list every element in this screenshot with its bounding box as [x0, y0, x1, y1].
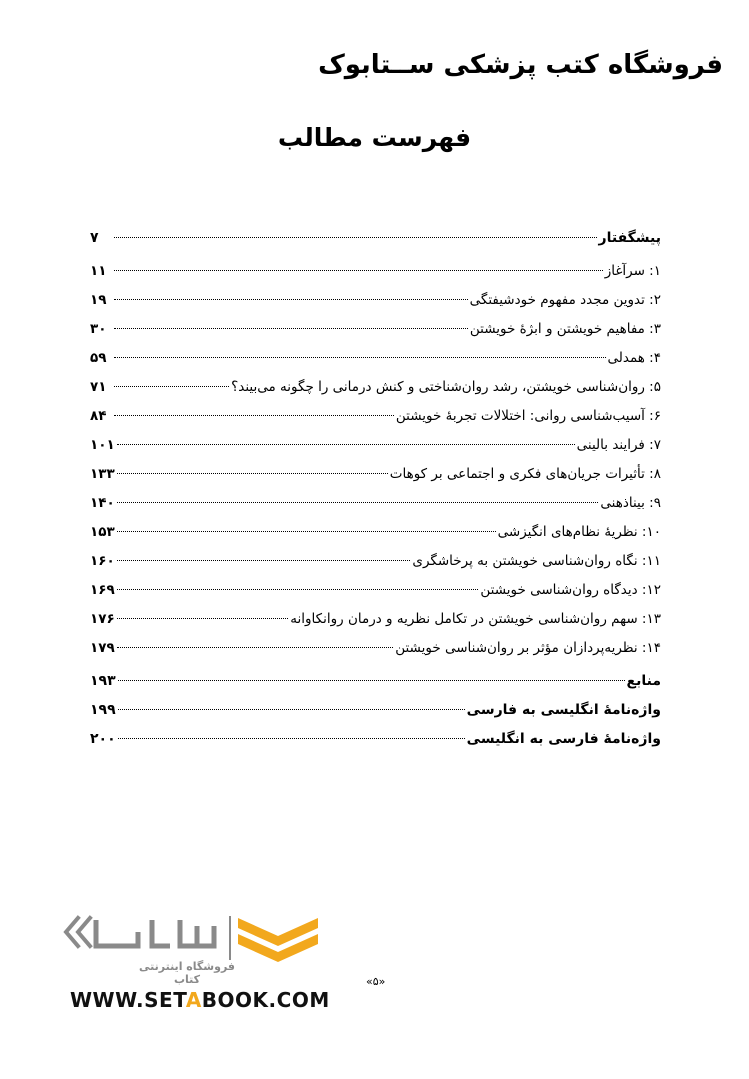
- page-number: «۵»: [366, 975, 386, 988]
- toc-title: فهرست مطالب: [277, 123, 472, 152]
- toc-entry-page: ۱۱: [90, 263, 107, 279]
- toc-entry-page: ۱۷۹: [90, 640, 115, 656]
- toc-leader-dots: [114, 415, 394, 416]
- toc-entry-page: ۱۹: [90, 292, 107, 308]
- toc-leader-dots: [117, 589, 479, 590]
- brand-letters-icon: [96, 920, 214, 946]
- toc-leader-dots: [117, 560, 411, 561]
- toc-leader-dots: [117, 618, 289, 619]
- toc-entry-label: واژه‌نامهٔ انگلیسی به فارسی: [466, 702, 661, 718]
- toc-entry: [90, 489, 661, 518]
- toc-entry: [90, 696, 661, 725]
- toc-entry-label: ۱۴: نظریه‌پردازان مؤثر بر روان‌شناسی خویشتن: [395, 640, 661, 656]
- toc-entry-page: ۱۰۱: [90, 437, 115, 453]
- toc-entry: [90, 725, 661, 754]
- toc-leader-dots: [114, 386, 229, 387]
- toc-entry-label: ۹: بیناذهنی: [600, 495, 661, 511]
- toc-entry: [90, 257, 661, 286]
- toc-leader-dots: [114, 299, 468, 300]
- website-suffix: BOOK.COM: [201, 988, 330, 1012]
- toc-entry-label: ۵: روان‌شناسی خویشتن، رشد روان‌شناختی و کنش درمانی را چگونه می‌بیند؟: [231, 379, 661, 395]
- toc-entry-page: ۱۷۶: [90, 611, 115, 627]
- toc-entry-label: منابع: [626, 673, 661, 689]
- toc-leader-dots: [117, 531, 496, 532]
- toc-entry: [90, 224, 661, 253]
- toc-leader-dots: [118, 738, 465, 739]
- toc-leader-dots: [118, 680, 625, 681]
- toc-entry: [90, 634, 661, 663]
- toc-entry: [90, 431, 661, 460]
- toc-entry-page: ۱۹۳: [90, 673, 116, 689]
- toc-entry-label: ۱۱: نگاه روان‌شناسی خویشتن به پرخاشگری: [412, 553, 661, 569]
- toc-entry: [90, 315, 661, 344]
- toc-leader-dots: [117, 502, 599, 503]
- toc-entry-page: ۱۳۳: [90, 466, 115, 482]
- book-stack-icon: [238, 918, 318, 962]
- toc-entry: [90, 344, 661, 373]
- toc-entry: [90, 460, 661, 489]
- toc-entry: [90, 576, 661, 605]
- website-prefix: WWW.SET: [70, 988, 186, 1012]
- toc-entry-page: ۱۴۰: [90, 495, 115, 511]
- toc-entry-page: ۱۶۹: [90, 582, 115, 598]
- toc-entry-page: ۱۵۳: [90, 524, 115, 540]
- toc-leader-dots: [114, 270, 603, 271]
- store-header-title: فروشگاه کتب پزشکی ســتابوک: [318, 50, 723, 80]
- setabook-logo: [62, 912, 322, 986]
- toc-leader-dots: [117, 647, 393, 648]
- toc-entry: [90, 286, 661, 315]
- chevron-left-icon: [66, 918, 90, 946]
- toc-entry-page: ۵۹: [90, 350, 107, 366]
- toc-leader-dots: [114, 328, 468, 329]
- toc-entry-label: ۲: تدوین مجدد مفهوم خودشیفتگی: [469, 292, 661, 308]
- toc-entry-page: ۷۱: [90, 379, 107, 395]
- toc-entry-label: ۱۲: دیدگاه روان‌شناسی خویشتن: [480, 582, 661, 598]
- toc-leader-dots: [117, 473, 388, 474]
- toc-entry-label: ۶: آسیب‌شناسی روانی: اختلالات تجربهٔ خویشتن: [395, 408, 661, 424]
- toc-leader-dots: [114, 357, 606, 358]
- toc-entry-page: ۷: [90, 230, 99, 246]
- website-accent-letter: A: [185, 988, 202, 1012]
- toc-entry-label: پیشگفتار: [598, 230, 661, 246]
- setabook-logo-icon: [62, 912, 322, 962]
- website-url: [70, 988, 330, 1012]
- toc-leader-dots: [118, 709, 465, 710]
- table-of-contents: [90, 224, 661, 754]
- toc-entry-label: ۸: تأثیرات جریان‌های فکری و اجتماعی بر کوهات: [389, 466, 661, 482]
- toc-entry-label: ۱۰: نظریهٔ نظام‌های انگیزشی: [497, 524, 661, 540]
- toc-entry-label: ۱۳: سهم روان‌شناسی خویشتن در تکامل نظریه و درمان روانکاوانه: [290, 611, 661, 627]
- toc-entry-label: ۱: سرآغاز: [604, 263, 661, 279]
- logo-subtitle: فروشگاه اینترنتی کتاب: [138, 960, 236, 986]
- toc-entry-label: ۷: فرایند بالینی: [576, 437, 661, 453]
- toc-entry: [90, 402, 661, 431]
- toc-entry-page: ۸۴: [90, 408, 107, 424]
- toc-leader-dots: [114, 237, 597, 238]
- toc-entry-label: ۴: همدلی: [607, 350, 661, 366]
- toc-entry-label: ۳: مفاهیم خویشتن و ابژهٔ خویشتن: [469, 321, 661, 337]
- toc-entry-page: ۳۰: [90, 321, 107, 337]
- toc-leader-dots: [117, 444, 575, 445]
- toc-entry-page: ۲۰۰: [90, 731, 116, 747]
- toc-entry: [90, 518, 661, 547]
- toc-entry-label: واژه‌نامهٔ فارسی به انگلیسی: [466, 731, 661, 747]
- toc-entry: [90, 547, 661, 576]
- toc-entry: [90, 667, 661, 696]
- toc-entry: [90, 605, 661, 634]
- toc-entry: [90, 373, 661, 402]
- toc-entry-page: ۱۹۹: [90, 702, 116, 718]
- toc-entry-page: ۱۶۰: [90, 553, 115, 569]
